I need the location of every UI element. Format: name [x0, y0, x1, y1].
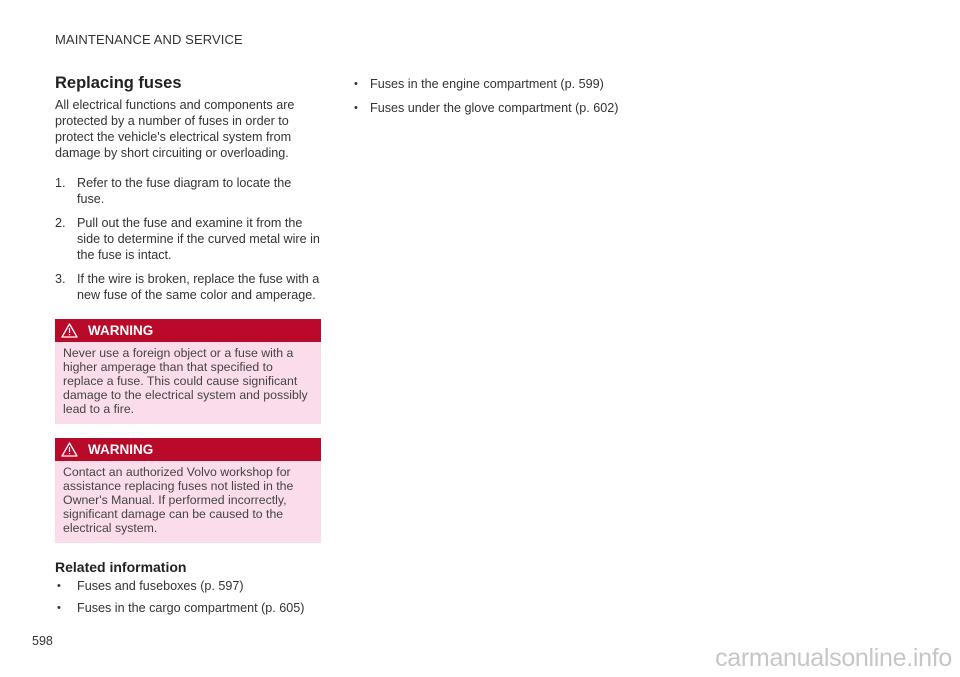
related-links-list	[352, 77, 622, 115]
step-number: 1.	[55, 176, 66, 190]
bullet-icon: •	[354, 102, 358, 114]
list-item[interactable]	[55, 579, 321, 593]
warning-label: WARNING	[88, 323, 154, 338]
bullet-icon: •	[354, 78, 358, 90]
watermark: carmanualsonline.info	[715, 644, 952, 672]
bullet-icon: •	[57, 602, 61, 614]
bullet-icon: •	[57, 580, 61, 592]
right-column	[352, 77, 622, 125]
related-link[interactable]: Fuses in the cargo compartment (p. 605)	[77, 601, 305, 615]
page-number: 598	[32, 634, 53, 648]
step-number: 2.	[55, 216, 66, 230]
list-item[interactable]	[55, 601, 321, 615]
related-link[interactable]: Fuses under the glove compartment (p. 602)	[370, 101, 619, 115]
list-item	[55, 175, 321, 207]
warning-header	[55, 438, 321, 461]
list-item[interactable]	[352, 101, 622, 115]
related-link[interactable]: Fuses and fuseboxes (p. 597)	[77, 579, 244, 593]
steps-list	[55, 175, 321, 303]
step-number: 3.	[55, 272, 66, 286]
left-column	[55, 74, 321, 623]
warning-label: WARNING	[88, 442, 154, 457]
list-item	[55, 215, 321, 263]
step-text: Pull out the fuse and examine it from the side to determine if the curved metal wire in the fuse is intact.	[77, 216, 320, 262]
step-text: Refer to the fuse diagram to locate the fuse.	[77, 176, 292, 206]
warning-triangle-icon	[61, 323, 78, 338]
section-header: MAINTENANCE AND SERVICE	[55, 32, 243, 47]
warning-text: Contact an authorized Volvo workshop for assistance replacing fuses not listed in the Owner's Manual. If performed incorrectly, significant damage can be caused to the electrical system.	[55, 461, 321, 543]
list-item	[55, 271, 321, 303]
related-link[interactable]: Fuses in the engine compartment (p. 599)	[370, 77, 604, 91]
article-title: Replacing fuses	[55, 74, 182, 92]
warning-triangle-icon	[61, 442, 78, 457]
warning-text: Never use a foreign object or a fuse with a higher amperage than that specified to replace a fuse. This could cause significant damage to the electrical system and possibly lead to a fire.	[55, 342, 321, 424]
step-text: If the wire is broken, replace the fuse with a new fuse of the same color and amperage.	[77, 272, 320, 302]
related-information-heading: Related information	[55, 559, 187, 575]
related-links-list	[55, 579, 321, 615]
intro-paragraph: All electrical functions and components are protected by a number of fuses in order to protect the vehicle's electrical system from damage by short circuiting or overloading.	[55, 98, 295, 160]
warning-box	[55, 438, 321, 543]
warning-box	[55, 319, 321, 424]
warning-header	[55, 319, 321, 342]
list-item[interactable]	[352, 77, 622, 91]
